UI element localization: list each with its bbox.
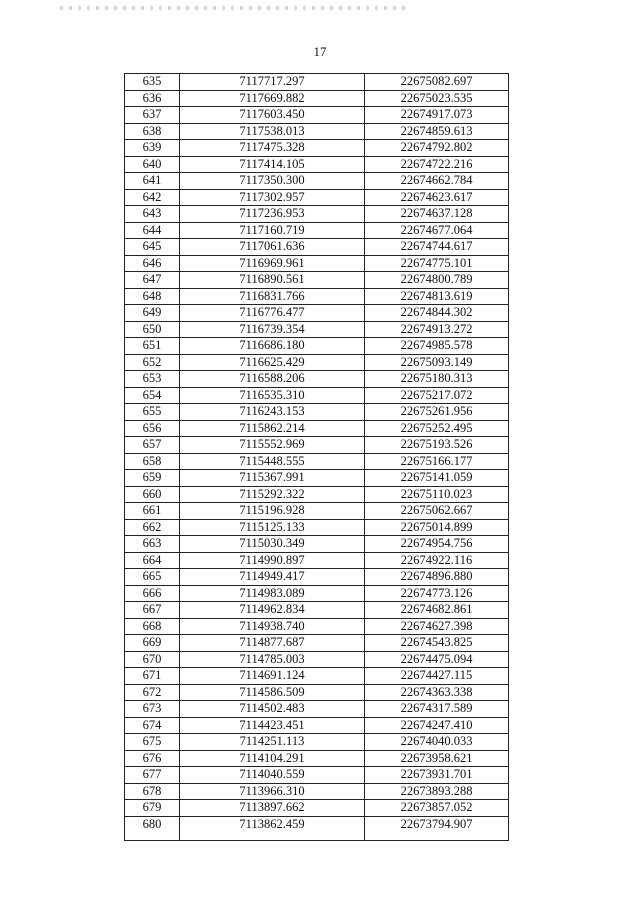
x-coordinate-cell: 7117475.328 (180, 140, 365, 157)
x-coordinate-cell: 7117669.882 (180, 90, 365, 107)
table-row (125, 783, 509, 800)
y-coordinate-cell: 22674317.589 (365, 701, 509, 718)
point-number-cell: 640 (125, 156, 180, 173)
table-row (125, 453, 509, 470)
y-coordinate-cell: 22674627.398 (365, 618, 509, 635)
y-coordinate-cell: 22675261.956 (365, 404, 509, 421)
point-number-cell: 647 (125, 272, 180, 289)
table-row (125, 437, 509, 454)
y-coordinate-cell: 22673857.052 (365, 800, 509, 817)
x-coordinate-cell: 7116776.477 (180, 305, 365, 322)
y-coordinate-cell: 22675110.023 (365, 486, 509, 503)
y-coordinate-cell: 22674844.302 (365, 305, 509, 322)
x-coordinate-cell: 7116243.153 (180, 404, 365, 421)
x-coordinate-cell: 7114691.124 (180, 668, 365, 685)
x-coordinate-cell: 7115030.349 (180, 536, 365, 553)
point-number-cell: 664 (125, 552, 180, 569)
point-number-cell: 666 (125, 585, 180, 602)
table-row (125, 90, 509, 107)
x-coordinate-cell: 7114990.897 (180, 552, 365, 569)
x-coordinate-cell: 7117236.953 (180, 206, 365, 223)
table-row (125, 321, 509, 338)
y-coordinate-cell: 22675193.526 (365, 437, 509, 454)
point-number-cell: 651 (125, 338, 180, 355)
x-coordinate-cell: 7114983.089 (180, 585, 365, 602)
point-number-cell: 645 (125, 239, 180, 256)
x-coordinate-cell: 7116588.206 (180, 371, 365, 388)
x-coordinate-cell: 7114586.509 (180, 684, 365, 701)
y-coordinate-cell: 22675062.667 (365, 503, 509, 520)
y-coordinate-cell: 22675141.059 (365, 470, 509, 487)
table-row (125, 371, 509, 388)
x-coordinate-cell: 7115552.969 (180, 437, 365, 454)
y-coordinate-cell: 22674773.126 (365, 585, 509, 602)
point-number-cell: 639 (125, 140, 180, 157)
y-coordinate-cell: 22675023.535 (365, 90, 509, 107)
y-coordinate-cell: 22675180.313 (365, 371, 509, 388)
point-number-cell: 653 (125, 371, 180, 388)
point-number-cell: 635 (125, 74, 180, 91)
x-coordinate-cell: 7117414.105 (180, 156, 365, 173)
point-number-cell: 665 (125, 569, 180, 586)
point-number-cell: 657 (125, 437, 180, 454)
y-coordinate-cell: 22673958.621 (365, 750, 509, 767)
x-coordinate-cell: 7115196.928 (180, 503, 365, 520)
table-row (125, 750, 509, 767)
table-row (125, 717, 509, 734)
y-coordinate-cell: 22674917.073 (365, 107, 509, 124)
y-coordinate-cell: 22674722.216 (365, 156, 509, 173)
point-number-cell: 661 (125, 503, 180, 520)
table-row (125, 74, 509, 91)
table-row (125, 107, 509, 124)
table-row (125, 156, 509, 173)
table-row (125, 255, 509, 272)
point-number-cell: 672 (125, 684, 180, 701)
table-row (125, 354, 509, 371)
y-coordinate-cell: 22674813.619 (365, 288, 509, 305)
x-coordinate-cell: 7117538.013 (180, 123, 365, 140)
table-row (125, 767, 509, 784)
table-row (125, 701, 509, 718)
table-row (125, 206, 509, 223)
table-row (125, 585, 509, 602)
point-number-cell: 652 (125, 354, 180, 371)
point-number-cell: 675 (125, 734, 180, 751)
table-row (125, 569, 509, 586)
point-number-cell: 650 (125, 321, 180, 338)
page-number: 17 (313, 44, 327, 59)
table-row (125, 651, 509, 668)
x-coordinate-cell: 7116890.561 (180, 272, 365, 289)
x-coordinate-cell: 7116625.429 (180, 354, 365, 371)
x-coordinate-cell: 7116535.310 (180, 387, 365, 404)
y-coordinate-cell: 22673794.907 (365, 816, 509, 840)
table-row (125, 734, 509, 751)
x-coordinate-cell: 7116686.180 (180, 338, 365, 355)
table-row (125, 816, 509, 840)
y-coordinate-cell: 22674677.064 (365, 222, 509, 239)
table-row (125, 123, 509, 140)
x-coordinate-cell: 7114938.740 (180, 618, 365, 635)
y-coordinate-cell: 22674040.033 (365, 734, 509, 751)
x-coordinate-cell: 7117302.957 (180, 189, 365, 206)
y-coordinate-cell: 22674985.578 (365, 338, 509, 355)
point-number-cell: 678 (125, 783, 180, 800)
y-coordinate-cell: 22674744.617 (365, 239, 509, 256)
y-coordinate-cell: 22674543.825 (365, 635, 509, 652)
point-number-cell: 644 (125, 222, 180, 239)
point-number-cell: 643 (125, 206, 180, 223)
x-coordinate-cell: 7117160.719 (180, 222, 365, 239)
y-coordinate-cell: 22674922.116 (365, 552, 509, 569)
y-coordinate-cell: 22674913.272 (365, 321, 509, 338)
x-coordinate-cell: 7114502.483 (180, 701, 365, 718)
y-coordinate-cell: 22674637.128 (365, 206, 509, 223)
table-row (125, 668, 509, 685)
x-coordinate-cell: 7116831.766 (180, 288, 365, 305)
point-number-cell: 649 (125, 305, 180, 322)
x-coordinate-cell: 7115367.991 (180, 470, 365, 487)
table-row (125, 486, 509, 503)
y-coordinate-cell: 22675217.072 (365, 387, 509, 404)
table-row (125, 635, 509, 652)
x-coordinate-cell: 7114423.451 (180, 717, 365, 734)
y-coordinate-cell: 22674623.617 (365, 189, 509, 206)
x-coordinate-cell: 7115125.133 (180, 519, 365, 536)
y-coordinate-cell: 22674896.880 (365, 569, 509, 586)
point-number-cell: 656 (125, 420, 180, 437)
point-number-cell: 667 (125, 602, 180, 619)
y-coordinate-cell: 22675166.177 (365, 453, 509, 470)
y-coordinate-cell: 22674954.756 (365, 536, 509, 553)
y-coordinate-cell: 22674662.784 (365, 173, 509, 190)
table-row (125, 536, 509, 553)
x-coordinate-cell: 7114949.417 (180, 569, 365, 586)
coordinates-table-body (125, 74, 509, 841)
point-number-cell: 659 (125, 470, 180, 487)
table-row (125, 338, 509, 355)
y-coordinate-cell: 22674859.613 (365, 123, 509, 140)
y-coordinate-cell: 22674800.789 (365, 272, 509, 289)
point-number-cell: 674 (125, 717, 180, 734)
table-row (125, 404, 509, 421)
x-coordinate-cell: 7113862.459 (180, 816, 365, 840)
x-coordinate-cell: 7115862.214 (180, 420, 365, 437)
x-coordinate-cell: 7117603.450 (180, 107, 365, 124)
y-coordinate-cell: 22675082.697 (365, 74, 509, 91)
x-coordinate-cell: 7114962.834 (180, 602, 365, 619)
x-coordinate-cell: 7113897.662 (180, 800, 365, 817)
point-number-cell: 676 (125, 750, 180, 767)
y-coordinate-cell: 22675252.495 (365, 420, 509, 437)
x-coordinate-cell: 7115448.555 (180, 453, 365, 470)
table-row (125, 239, 509, 256)
x-coordinate-cell: 7116969.961 (180, 255, 365, 272)
x-coordinate-cell: 7114040.559 (180, 767, 365, 784)
table-row (125, 272, 509, 289)
table-row (125, 800, 509, 817)
point-number-cell: 677 (125, 767, 180, 784)
point-number-cell: 670 (125, 651, 180, 668)
y-coordinate-cell: 22674682.861 (365, 602, 509, 619)
x-coordinate-cell: 7114104.291 (180, 750, 365, 767)
point-number-cell: 648 (125, 288, 180, 305)
table-row (125, 189, 509, 206)
y-coordinate-cell: 22674775.101 (365, 255, 509, 272)
point-number-cell: 679 (125, 800, 180, 817)
x-coordinate-cell: 7113966.310 (180, 783, 365, 800)
table-row (125, 288, 509, 305)
point-number-cell: 654 (125, 387, 180, 404)
y-coordinate-cell: 22674363.338 (365, 684, 509, 701)
point-number-cell: 671 (125, 668, 180, 685)
table-row (125, 420, 509, 437)
point-number-cell: 638 (125, 123, 180, 140)
point-number-cell: 646 (125, 255, 180, 272)
x-coordinate-cell: 7114251.113 (180, 734, 365, 751)
table-row (125, 503, 509, 520)
point-number-cell: 680 (125, 816, 180, 840)
y-coordinate-cell: 22673893.288 (365, 783, 509, 800)
table-row (125, 519, 509, 536)
point-number-cell: 658 (125, 453, 180, 470)
y-coordinate-cell: 22673931.701 (365, 767, 509, 784)
x-coordinate-cell: 7117717.297 (180, 74, 365, 91)
table-row (125, 602, 509, 619)
x-coordinate-cell: 7114877.687 (180, 635, 365, 652)
point-number-cell: 636 (125, 90, 180, 107)
point-number-cell: 655 (125, 404, 180, 421)
x-coordinate-cell: 7117350.300 (180, 173, 365, 190)
point-number-cell: 637 (125, 107, 180, 124)
table-row (125, 552, 509, 569)
table-row (125, 684, 509, 701)
point-number-cell: 660 (125, 486, 180, 503)
point-number-cell: 641 (125, 173, 180, 190)
y-coordinate-cell: 22675014.899 (365, 519, 509, 536)
x-coordinate-cell: 7116739.354 (180, 321, 365, 338)
point-number-cell: 662 (125, 519, 180, 536)
table-row (125, 173, 509, 190)
y-coordinate-cell: 22674247.410 (365, 717, 509, 734)
scan-header-artifact (60, 6, 405, 10)
table-row (125, 305, 509, 322)
point-number-cell: 668 (125, 618, 180, 635)
y-coordinate-cell: 22674792.802 (365, 140, 509, 157)
table-row (125, 618, 509, 635)
x-coordinate-cell: 7117061.636 (180, 239, 365, 256)
point-number-cell: 673 (125, 701, 180, 718)
point-number-cell: 642 (125, 189, 180, 206)
table-row (125, 222, 509, 239)
point-number-cell: 663 (125, 536, 180, 553)
y-coordinate-cell: 22674475.094 (365, 651, 509, 668)
table-row (125, 470, 509, 487)
x-coordinate-cell: 7115292.322 (180, 486, 365, 503)
point-number-cell: 669 (125, 635, 180, 652)
y-coordinate-cell: 22674427.115 (365, 668, 509, 685)
coordinates-table (124, 73, 509, 841)
y-coordinate-cell: 22675093.149 (365, 354, 509, 371)
table-row (125, 387, 509, 404)
x-coordinate-cell: 7114785.003 (180, 651, 365, 668)
table-row (125, 140, 509, 157)
